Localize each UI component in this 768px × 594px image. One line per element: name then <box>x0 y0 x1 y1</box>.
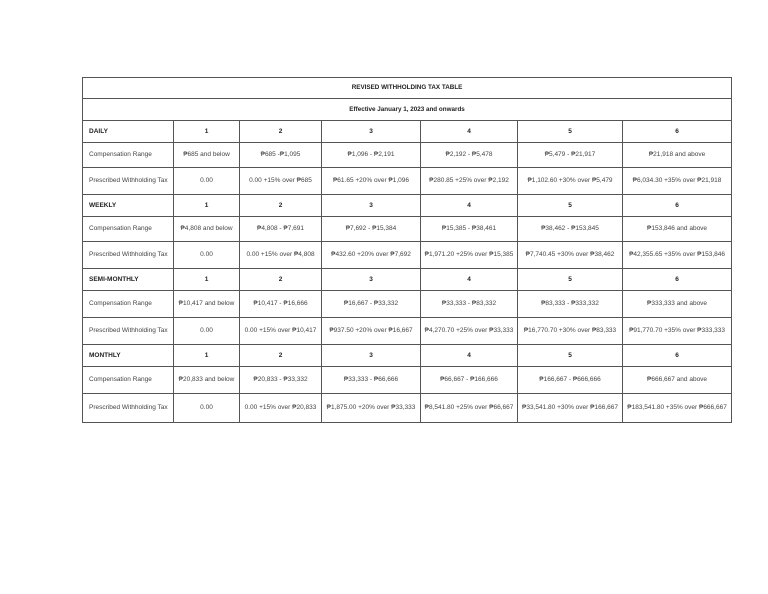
compensation-range-row <box>83 291 732 318</box>
tax-cell: 0.00 +15% over ₱20,833 <box>240 394 322 423</box>
tax-cell: 0.00 <box>174 242 240 269</box>
column-number: 1 <box>174 269 240 291</box>
tax-cell: ₱61.65 +20% over ₱1,096 <box>322 168 421 195</box>
row-label: Compensation Range <box>83 291 174 318</box>
row-label: Prescribed Withholding Tax <box>83 318 174 345</box>
compensation-range-row <box>83 367 732 394</box>
compensation-cell: ₱21,918 and above <box>623 143 732 168</box>
tax-cell: ₱4,270.70 +25% over ₱33,333 <box>421 318 518 345</box>
tax-cell: ₱8,541.80 +25% over ₱66,667 <box>421 394 518 423</box>
tax-cell: 0.00 +15% over ₱4,808 <box>240 242 322 269</box>
tax-cell: 0.00 <box>174 318 240 345</box>
row-label: Prescribed Withholding Tax <box>83 242 174 269</box>
section-header-monthly <box>83 345 732 367</box>
compensation-range-row <box>83 217 732 242</box>
column-number: 3 <box>322 121 421 143</box>
row-label: Prescribed Withholding Tax <box>83 168 174 195</box>
table-title: REVISED WITHHOLDING TAX TABLE <box>83 78 732 99</box>
prescribed-tax-row <box>83 318 732 345</box>
compensation-cell: ₱10,417 - ₱16,666 <box>240 291 322 318</box>
tax-cell: ₱1,875.00 +20% over ₱33,333 <box>322 394 421 423</box>
compensation-cell: ₱20,833 - ₱33,332 <box>240 367 322 394</box>
section-header-semi-monthly <box>83 269 732 291</box>
compensation-cell: ₱4,808 - ₱7,691 <box>240 217 322 242</box>
compensation-cell: ₱2,192 - ₱5,478 <box>421 143 518 168</box>
column-number: 5 <box>518 195 623 217</box>
tax-cell: 0.00 +15% over ₱685 <box>240 168 322 195</box>
compensation-range-row <box>83 143 732 168</box>
compensation-cell: ₱333,333 and above <box>623 291 732 318</box>
prescribed-tax-row <box>83 242 732 269</box>
withholding-tax-table <box>82 77 732 423</box>
compensation-cell: ₱38,462 - ₱153,845 <box>518 217 623 242</box>
column-number: 2 <box>240 345 322 367</box>
prescribed-tax-row <box>83 168 732 195</box>
compensation-cell: ₱83,333 - ₱333,332 <box>518 291 623 318</box>
column-number: 4 <box>421 345 518 367</box>
column-number: 1 <box>174 345 240 367</box>
column-number: 5 <box>518 269 623 291</box>
tax-cell: ₱1,102.60 +30% over ₱5,479 <box>518 168 623 195</box>
row-label: Prescribed Withholding Tax <box>83 394 174 423</box>
column-number: 5 <box>518 345 623 367</box>
tax-cell: 0.00 +15% over ₱10,417 <box>240 318 322 345</box>
compensation-cell: ₱10,417 and below <box>174 291 240 318</box>
compensation-cell: ₱33,333 - ₱66,666 <box>322 367 421 394</box>
tax-cell: ₱183,541.80 +35% over ₱666,667 <box>623 394 732 423</box>
compensation-cell: ₱1,096 - ₱2,191 <box>322 143 421 168</box>
section-header-daily <box>83 121 732 143</box>
title-row <box>83 78 732 99</box>
column-number: 4 <box>421 121 518 143</box>
section-header-weekly <box>83 195 732 217</box>
tax-cell: 0.00 <box>174 168 240 195</box>
compensation-cell: ₱685 and below <box>174 143 240 168</box>
tax-cell: ₱42,355.65 +35% over ₱153,846 <box>623 242 732 269</box>
compensation-cell: ₱153,846 and above <box>623 217 732 242</box>
column-number: 6 <box>623 121 732 143</box>
column-number: 4 <box>421 195 518 217</box>
column-number: 6 <box>623 195 732 217</box>
tax-cell: ₱280.85 +25% over ₱2,192 <box>421 168 518 195</box>
effective-row <box>83 99 732 121</box>
compensation-cell: ₱66,667 - ₱166,666 <box>421 367 518 394</box>
compensation-cell: ₱166,667 - ₱666,666 <box>518 367 623 394</box>
tax-cell: 0.00 <box>174 394 240 423</box>
column-number: 2 <box>240 195 322 217</box>
column-number: 3 <box>322 269 421 291</box>
column-number: 5 <box>518 121 623 143</box>
compensation-cell: ₱15,385 - ₱38,461 <box>421 217 518 242</box>
column-number: 3 <box>322 345 421 367</box>
row-label: Compensation Range <box>83 143 174 168</box>
column-number: 1 <box>174 121 240 143</box>
prescribed-tax-row <box>83 394 732 423</box>
compensation-cell: ₱7,692 - ₱15,384 <box>322 217 421 242</box>
column-number: 3 <box>322 195 421 217</box>
section-name: SEMI-MONTHLY <box>83 269 174 291</box>
compensation-cell: ₱4,808 and below <box>174 217 240 242</box>
column-number: 6 <box>623 269 732 291</box>
tax-cell: ₱33,541.80 +30% over ₱166,667 <box>518 394 623 423</box>
section-name: WEEKLY <box>83 195 174 217</box>
compensation-cell: ₱20,833 and below <box>174 367 240 394</box>
tax-cell: ₱937.50 +20% over ₱16,667 <box>322 318 421 345</box>
tax-cell: ₱1,971.20 +25% over ₱15,385 <box>421 242 518 269</box>
tax-cell: ₱6,034.30 +35% over ₱21,918 <box>623 168 732 195</box>
tax-cell: ₱432.60 +20% over ₱7,692 <box>322 242 421 269</box>
compensation-cell: ₱16,667 - ₱33,332 <box>322 291 421 318</box>
compensation-cell: ₱33,333 - ₱83,332 <box>421 291 518 318</box>
compensation-cell: ₱666,667 and above <box>623 367 732 394</box>
column-number: 1 <box>174 195 240 217</box>
column-number: 6 <box>623 345 732 367</box>
compensation-cell: ₱5,479 - ₱21,917 <box>518 143 623 168</box>
tax-cell: ₱7,740.45 +30% over ₱38,462 <box>518 242 623 269</box>
row-label: Compensation Range <box>83 217 174 242</box>
column-number: 2 <box>240 121 322 143</box>
tax-cell: ₱91,770.70 +35% over ₱333,333 <box>623 318 732 345</box>
table-body <box>83 78 732 423</box>
section-name: DAILY <box>83 121 174 143</box>
section-name: MONTHLY <box>83 345 174 367</box>
column-number: 2 <box>240 269 322 291</box>
effective-date: Effective January 1, 2023 and onwards <box>83 99 732 121</box>
column-number: 4 <box>421 269 518 291</box>
row-label: Compensation Range <box>83 367 174 394</box>
compensation-cell: ₱685 -₱1,095 <box>240 143 322 168</box>
tax-cell: ₱16,770.70 +30% over ₱83,333 <box>518 318 623 345</box>
